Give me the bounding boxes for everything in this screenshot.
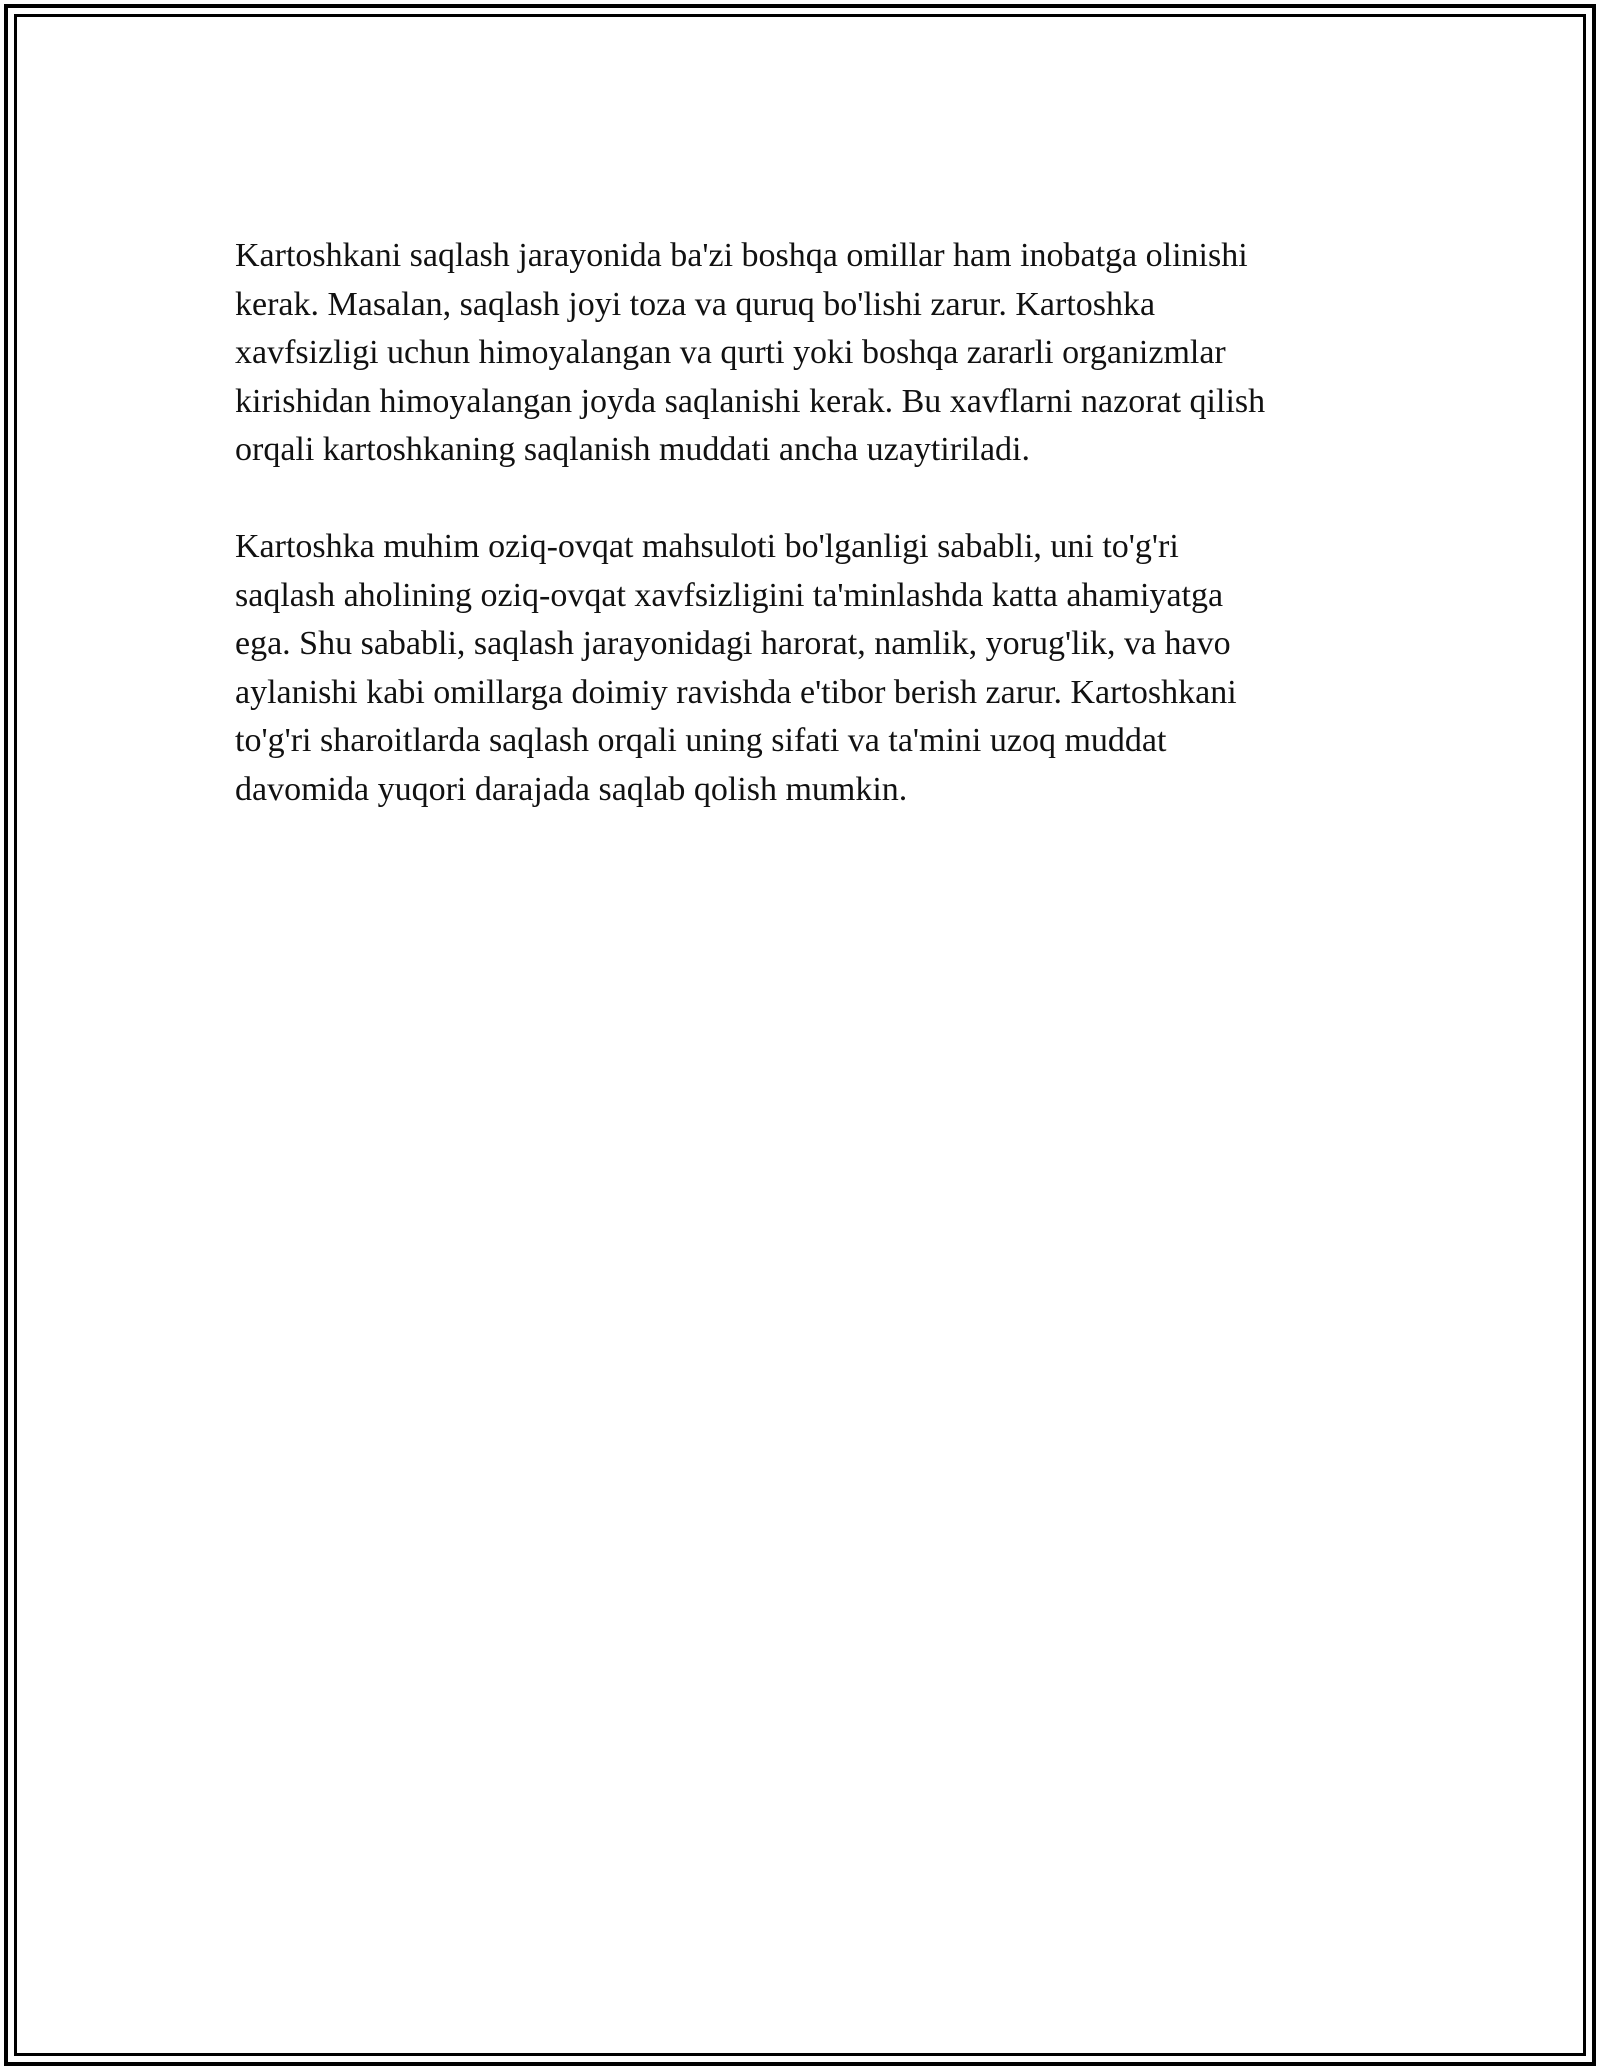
document-body xyxy=(235,232,1365,863)
paragraph: Kartoshkani saqlash jarayonida ba'zi boshqa omillar ham inobatga olinishi kerak. Masalan, saqlash joyi toza va quruq bo'lishi zarur. Kartoshka xavfsizligi uchun himoyalangan va qurti yoki boshqa zararli organizmlar kirishidan himoyalangan joyda saqlanishi kerak. Bu xavflarni nazorat qilish orqali kartoshkaning saqlanish muddati ancha uzaytiriladi. xyxy=(235,237,1266,468)
paragraph: Kartoshka muhim oziq-ovqat mahsuloti bo'lganligi sababli, uni to'g'ri saqlash aholining oziq-ovqat xavfsizligini ta'minlashda katta ahamiyatga ega. Shu sababli, saqlash jarayonidagi harorat, namlik, yorug'lik, va havo aylanishi kabi omillarga doimiy ravishda e'tibor berish zarur. Kartoshkani to'g'ri sharoitlarda saqlash orqali uning sifati va ta'mini uzoq muddat davomida yuqori darajada saqlab qolish mumkin. xyxy=(235,528,1237,808)
